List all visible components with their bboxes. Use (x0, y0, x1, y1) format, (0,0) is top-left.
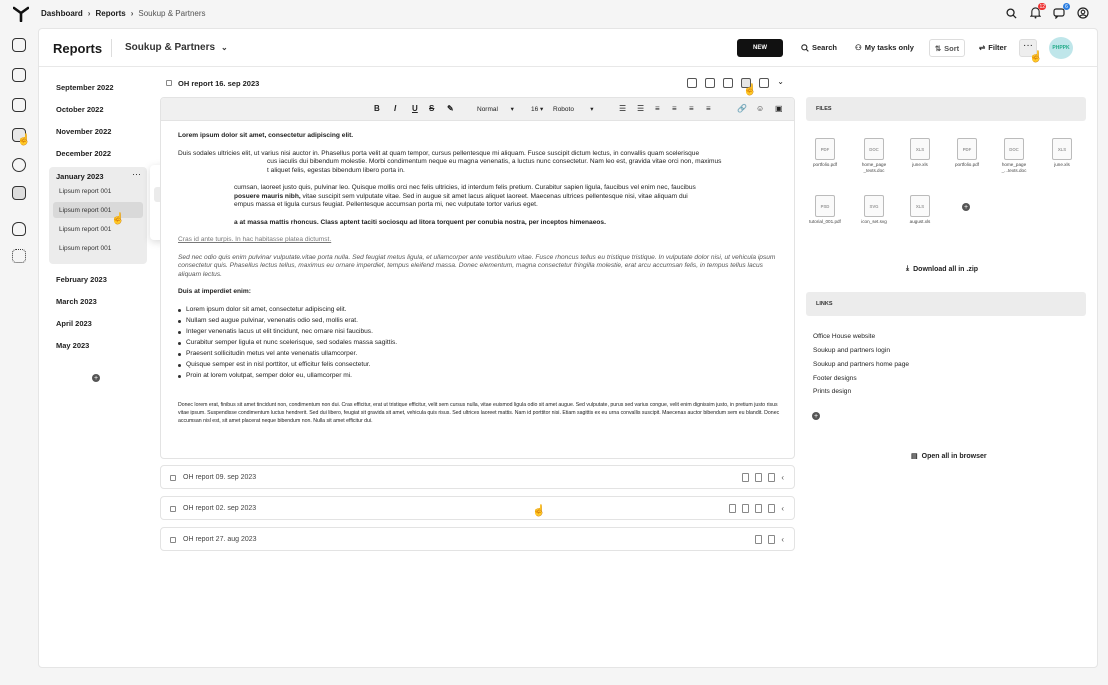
more-options-button[interactable]: ··· (1019, 39, 1037, 57)
report-checkbox[interactable] (170, 506, 176, 512)
left-rail (0, 28, 38, 668)
content-paragraph-line: empus massa et ligula cursus feugiat. Pellentesque accumsan porta mi, nec vulputate tortor varius eget. (234, 201, 538, 208)
file-name: icon_set.svg (861, 219, 887, 224)
month-item[interactable]: May 2023 (56, 341, 90, 350)
person-icon: ⚇ (855, 43, 862, 52)
list-item: Integer venenatis lacus ut elit tincidunt, nec ornare nisi faucibus. (178, 328, 782, 337)
list-item: Quisque semper est in nisl porttitor, ut efficitur felis consectetur. (178, 361, 782, 370)
chevron-right-icon: › (130, 9, 134, 18)
editor-content[interactable] (178, 132, 782, 434)
page-title: Reports (53, 41, 103, 56)
xls-file-icon (910, 195, 930, 217)
active-report-header (160, 75, 794, 91)
file-tile[interactable] (806, 195, 844, 225)
content-small-paragraph: Donec lorem erat, finibus sit amet tincidunt non, condimentum non dui. Cras efficitur, erat ut tristique efficitur, velit sem cursus nulla, vitae euismod ligula odio sit amet augue. Sed vulputate, purus sed varius congue, velit enim dignissim justo, in pretium justo risus vitae ipsum. Suspendisse condimentum luctus hendrerit. Sed dui libero, feugiat sit gravida sit amet, vehicula quis risus. Sed ultrices laoreet mattis. Nam id porttitor nisi. Etiam sagittis ex eu urna convallis suscipit. Maecenas auctor bibendum sem eu blandit. Donec accumsan nisl est, sit amet placerat neque bibendum non. Nulla sit amet efficitur dui. (178, 401, 780, 425)
link-item[interactable]: Office House website (813, 333, 876, 340)
content-paragraph (178, 150, 782, 176)
hand-cursor-icon: ☝ (17, 134, 31, 146)
file-type: SVG (869, 204, 879, 209)
report-editor (160, 97, 795, 459)
link-item[interactable]: Footer designs (813, 375, 857, 382)
download-icon: ⤓ (906, 265, 910, 272)
messages-badge: 6 (1063, 3, 1070, 10)
file-tile[interactable] (995, 138, 1033, 173)
page-header (39, 29, 1097, 67)
notifications-badge: 12 (1039, 3, 1045, 10)
file-name: august.xls (909, 219, 931, 224)
file-tile[interactable] (948, 138, 986, 168)
align-left-icon[interactable]: ≡ (655, 104, 660, 113)
psd-file-icon (815, 195, 835, 217)
strike-button[interactable]: S (429, 104, 435, 113)
report-list-item[interactable]: Lipsum report 001 (59, 187, 112, 195)
content-paragraph-line: cumsan, laoreet justo quis, pulvinar leo. Quisque mollis orci nec felis ultricies, id interdum felis pretium. Curabitur sapien ligula, faucibus vel enim nec, faucibus (234, 184, 696, 191)
content-heading: Lorem ipsum dolor sit amet, consectetur adipiscing elit. (178, 132, 354, 139)
content-italic-paragraph: Sed nec odio quis enim pulvinar vulputate.vitae porta nulla. Sed feugiat metus ligula, et ullamcorper ante vestibulum vitae. Fusce rhoncus tellus eu tristique tristique. In vulputate dolor nisi, ut vehicula ipsum consectetur quis. Phasellus lectus tellus, maximus eu ornare imperdiet, tempus eleifend massa. Donec elementum, magna consectetur fringilla molestie, erat arcu accumsan felis, in tempus tellus lacus aliquam lectus. (178, 253, 776, 278)
list-item: Lorem ipsum dolor sit amet, consectetur adipiscing elit. (178, 306, 782, 315)
chevron-left-icon[interactable]: ‹ (781, 504, 784, 513)
my-tasks-label: My tasks only (864, 43, 914, 52)
file-tile[interactable] (855, 138, 893, 173)
chevron-right-icon: › (87, 9, 91, 18)
open-all-links-button[interactable] (911, 452, 987, 460)
link-item[interactable]: Soukup and partners home page (813, 361, 910, 368)
file-tile[interactable] (855, 195, 893, 225)
month-group-menu-button[interactable]: ··· (132, 169, 141, 179)
report-checkbox[interactable] (170, 537, 176, 543)
add-link-button[interactable]: + (813, 412, 819, 420)
month-item[interactable]: April 2023 (56, 319, 92, 328)
align-center-icon[interactable]: ≡ (672, 104, 677, 113)
italic-button[interactable]: I (394, 104, 397, 113)
underline-button[interactable]: U (412, 104, 418, 113)
breadcrumb-reports[interactable]: Reports (95, 9, 126, 18)
search-icon (801, 44, 809, 52)
file-type: PSD (820, 204, 830, 209)
hand-cursor-icon: ☝ (743, 84, 757, 96)
content-paragraph-line (178, 193, 688, 200)
avatar[interactable]: PHPPK (1049, 37, 1073, 59)
file-tile[interactable] (806, 138, 844, 168)
search-label: Search (812, 43, 838, 52)
month-item[interactable]: September 2022 (56, 83, 114, 92)
paragraph-style-select[interactable]: Normal ▾ (477, 106, 514, 113)
doc-file-icon (1004, 138, 1024, 160)
file-name: home_page _...texts.doc (1001, 162, 1027, 173)
content-bullet-list (178, 306, 782, 381)
file-name: portfolio.pdf (812, 162, 837, 167)
month-group-open (49, 167, 147, 264)
file-icon[interactable] (742, 473, 749, 482)
content-text: vitae suscipit sem vulputate vitae. Sed in augue sit amet lacus aliquet laoreet. Maecenas ultrices pellentesque nisi, vitae aliquam dui (302, 192, 688, 200)
content-bold-text: posuere mauris nibh, (234, 192, 301, 200)
content-subheading: Duis at imperdiet enim: (178, 288, 251, 295)
files-title: FILES (816, 106, 832, 112)
file-icon[interactable] (768, 504, 775, 513)
file-type: PDF (962, 147, 972, 152)
image-icon[interactable] (759, 78, 769, 88)
insert-image-icon[interactable]: ▣ (775, 104, 783, 113)
content-paragraph-line: cus iaculis dui bibendum molestie. Morbi condimentum neque eu magna venenatis, a luctus nunc consectetur. Nam leo est, gravida vitae orci non, maximus (267, 158, 722, 165)
active-report-title: OH report 16. sep 2023 (178, 79, 260, 88)
rail-chat-icon[interactable] (12, 186, 26, 200)
svg-file-icon (864, 195, 884, 217)
filter-icon: ⇌ (979, 43, 986, 52)
file-type: XLS (915, 204, 925, 209)
collapsed-report[interactable] (160, 527, 795, 551)
file-type: XLS (915, 147, 925, 152)
file-name: june.xls (912, 162, 928, 167)
chevron-left-icon[interactable]: ‹ (781, 535, 784, 544)
header-divider (111, 39, 112, 57)
xls-file-icon (1052, 138, 1072, 160)
font-family-value: Roboto (553, 106, 574, 113)
numbered-list-icon[interactable]: ☰ (637, 104, 645, 113)
link-item[interactable]: Soukup and partners login (813, 347, 890, 354)
month-item[interactable]: October 2022 (56, 105, 104, 114)
month-item[interactable]: December 2022 (56, 149, 112, 158)
file-icon[interactable] (768, 535, 775, 544)
links-title: LINKS (816, 301, 833, 307)
file-icon[interactable] (729, 504, 736, 513)
content-paragraph (178, 184, 782, 210)
align-right-icon[interactable]: ≡ (689, 104, 694, 113)
search-button[interactable] (801, 43, 837, 52)
filter-button[interactable] (979, 43, 1007, 52)
file-icon[interactable] (755, 504, 762, 513)
links-panel-header (806, 292, 1086, 316)
sort-button[interactable] (929, 39, 965, 57)
files-panel-header (806, 97, 1086, 121)
font-size-select[interactable]: 16 ▾ (531, 106, 544, 113)
duplicate-icon[interactable] (705, 78, 715, 88)
report-checkbox[interactable] (170, 475, 176, 481)
rail-tasks-icon[interactable] (12, 68, 26, 82)
file-icon[interactable] (755, 535, 762, 544)
report-checkbox[interactable] (166, 80, 172, 86)
open-all-label: Open all in browser (921, 452, 987, 460)
paragraph-style-value: Normal (477, 106, 498, 113)
align-justify-icon[interactable]: ≡ (706, 104, 711, 113)
file-tile[interactable] (901, 195, 939, 225)
download-all-button[interactable] (906, 265, 978, 273)
editor-toolbar (161, 98, 794, 121)
collapsed-report-title: OH report 09. sep 2023 (183, 474, 257, 481)
save-icon[interactable] (723, 78, 733, 88)
list-item: Nullam sed augue pulvinar, venenatis odio sed, mollis erat. (178, 317, 782, 326)
month-group-title[interactable]: January 2023 (56, 172, 104, 181)
rail-calendar-icon[interactable] (12, 98, 26, 112)
new-button[interactable]: NEW (737, 39, 783, 57)
breadcrumb-current: Soukup & Partners (138, 9, 206, 18)
file-name: june.xls (1054, 162, 1070, 167)
pdf-file-icon (957, 138, 977, 160)
file-type: PDF (820, 147, 830, 152)
chevron-down-icon[interactable]: ⌄ (777, 77, 784, 86)
hand-cursor-icon: ☝ (111, 213, 125, 225)
file-type: DOC (1009, 147, 1019, 152)
filter-label: Filter (988, 43, 1007, 52)
file-name: portfolio.pdf (954, 162, 979, 167)
add-file-button[interactable]: + (963, 203, 969, 211)
doc-file-icon (864, 138, 884, 160)
my-tasks-toggle[interactable] (855, 43, 914, 52)
file-icon[interactable] (755, 473, 762, 482)
rail-apps-icon[interactable] (12, 249, 26, 263)
month-item[interactable]: November 2022 (56, 127, 112, 136)
file-icon[interactable] (768, 473, 775, 482)
client-name: Soukup & Partners (125, 42, 216, 53)
list-item: Curabitur semper ligula et nunc scelerisque, sed sodales massa sagittis. (178, 339, 782, 348)
messages-icon[interactable] (1052, 3, 1068, 20)
link-item[interactable]: Prints design (813, 388, 852, 395)
rail-globe-icon[interactable] (12, 158, 26, 172)
report-list-item[interactable]: Lipsum report 001 (53, 202, 143, 218)
collapsed-report-title: OH report 27. aug 2023 (183, 536, 257, 543)
browser-icon: ▤ (911, 453, 918, 460)
link-icon[interactable]: 🔗 (737, 104, 747, 113)
app-logo-icon[interactable] (13, 6, 29, 22)
emoji-icon[interactable]: ☺ (756, 104, 765, 113)
month-item[interactable]: February 2023 (56, 275, 107, 284)
breadcrumb-dashboard[interactable]: Dashboard (41, 9, 83, 18)
pdf-file-icon (815, 138, 835, 160)
file-name: tutorial_001.pdf (809, 219, 841, 224)
pen-icon[interactable]: ✎ (447, 104, 454, 113)
file-tile[interactable] (1043, 138, 1081, 168)
file-type: DOC (869, 147, 879, 152)
month-item[interactable]: March 2023 (56, 297, 97, 306)
client-selector[interactable] (125, 42, 228, 53)
sort-icon: ⇅ (934, 43, 942, 53)
hand-cursor-icon: ☝ (1029, 51, 1043, 63)
breadcrumb (41, 9, 206, 18)
months-list (49, 74, 149, 374)
file-type: XLS (1057, 147, 1067, 152)
content-bold-line: a at massa mattis rhoncus. Class aptent taciti sociosqu ad litora torquent per conubia nostra, per inceptos himenaeos. (234, 218, 606, 226)
edit-report-icon[interactable] (687, 78, 697, 88)
search-icon[interactable] (1004, 6, 1018, 20)
content-muted-line: Cras id ante turpis. In hac habitasse platea dictumst. (178, 236, 332, 243)
font-size-value: 16 (531, 106, 539, 113)
chevron-down-icon: ⌄ (221, 43, 228, 52)
rail-dashboard-icon[interactable] (12, 38, 26, 52)
report-list-item[interactable]: Lipsum report 001 (59, 244, 112, 252)
top-bar (0, 0, 1108, 28)
collapsed-report-title: OH report 02. sep 2023 (183, 505, 257, 512)
content-paragraph-line: t aliquet felis, egestas bibendum libero porta in. (267, 166, 405, 174)
bold-button[interactable]: B (374, 104, 380, 113)
bell-icon[interactable] (1028, 3, 1045, 20)
chevron-left-icon[interactable]: ‹ (781, 473, 784, 482)
report-list-item[interactable]: Lipsum report 001 (59, 225, 112, 233)
file-tile[interactable] (901, 138, 939, 168)
font-family-select[interactable]: Roboto ▾ (553, 106, 594, 113)
file-name: home_page _texts.doc (861, 162, 887, 173)
sort-label: Sort (944, 43, 960, 53)
xls-file-icon (910, 138, 930, 160)
collapsed-report[interactable] (160, 465, 795, 489)
list-item: Proin at lorem volutpat, semper dolor eu, ullamcorper mi. (178, 372, 782, 381)
file-icon[interactable] (742, 504, 749, 513)
download-all-label: Download all in .zip (913, 265, 979, 273)
rail-bag-icon[interactable] (12, 222, 26, 236)
add-month-button[interactable]: + (93, 374, 99, 382)
bullet-list-icon[interactable]: ☰ (619, 104, 627, 113)
user-profile-icon[interactable] (1076, 6, 1090, 20)
list-item: Praesent sollicitudin metus vel ante venenatis ullamcorper. (178, 350, 782, 359)
content-paragraph-line: Duis sodales ultricies elit, ut varius nisi auctor in. Phasellus porta velit at quam tempor, cursus pellentesque mi aliquam. Fusce suscipit dictum lectus, in convallis quam scelerisque (178, 149, 700, 157)
collapsed-report[interactable] (160, 496, 795, 520)
hand-cursor-icon: ☝ (532, 505, 546, 517)
